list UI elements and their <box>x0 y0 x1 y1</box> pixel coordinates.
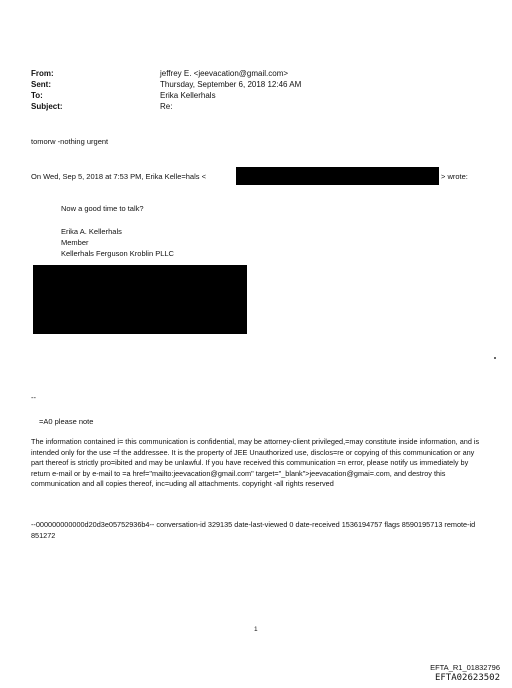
subject-label: Subject: <box>31 102 63 111</box>
redaction-signature-block <box>33 265 247 334</box>
quote-intro-end: > wrote: <box>441 172 468 181</box>
signature-name: Erika A. Kellerhals <box>61 227 122 236</box>
please-note: =A0 please note <box>39 417 94 426</box>
signature-firm: Kellerhals Ferguson Kroblin PLLC <box>61 249 174 258</box>
subject-value: Re: <box>160 102 173 111</box>
bates-number-secondary: EFTA02623502 <box>434 673 500 683</box>
redaction-email <box>236 167 439 185</box>
separator-dashes: -- <box>31 393 36 402</box>
confidentiality-disclaimer: The information contained i= this communication is confidential, may be attorney-client privileged,=may constitute inside information, and is intended only for the use =f the addressee. It is the property of JEE Unauthorized use, disclos=re or copying of this communication or any part thereof is strictly pro=ibited and may be unlawful. If you have received this communication =n error, please notify us immediately by return e-mail or by e-mail to =a href="mailto:jeevacation@gmail.com" target="_blank">jeevacation@gmai=.com, and destroy this communication and all copies thereof, inc=uding all attachments. copyright -all rights reserved <box>31 437 480 489</box>
scan-speck <box>494 357 496 359</box>
message-metadata: --000000000000d20d3e05752936b4-- conversation-id 329135 date-last-viewed 0 date-received 1536194757 flags 8590195713 remote-id 851272 <box>31 520 476 540</box>
page-number: 1 <box>254 626 258 633</box>
quote-intro-start: On Wed, Sep 5, 2018 at 7:53 PM, Erika Kelle=hals < <box>31 172 206 181</box>
signature-title: Member <box>61 238 89 247</box>
quoted-question: Now a good time to talk? <box>61 204 144 213</box>
to-label: To: <box>31 91 43 100</box>
from-label: From: <box>31 69 54 78</box>
sent-label: Sent: <box>31 80 51 89</box>
reply-text: tomorw -nothing urgent <box>31 137 109 146</box>
bates-number-primary: EFTA_R1_01832796 <box>430 663 500 672</box>
sent-value: Thursday, September 6, 2018 12:46 AM <box>160 80 302 89</box>
to-value: Erika Kellerhals <box>160 91 216 100</box>
from-value: jeffrey E. <jeevacation@gmail.com> <box>160 69 289 78</box>
